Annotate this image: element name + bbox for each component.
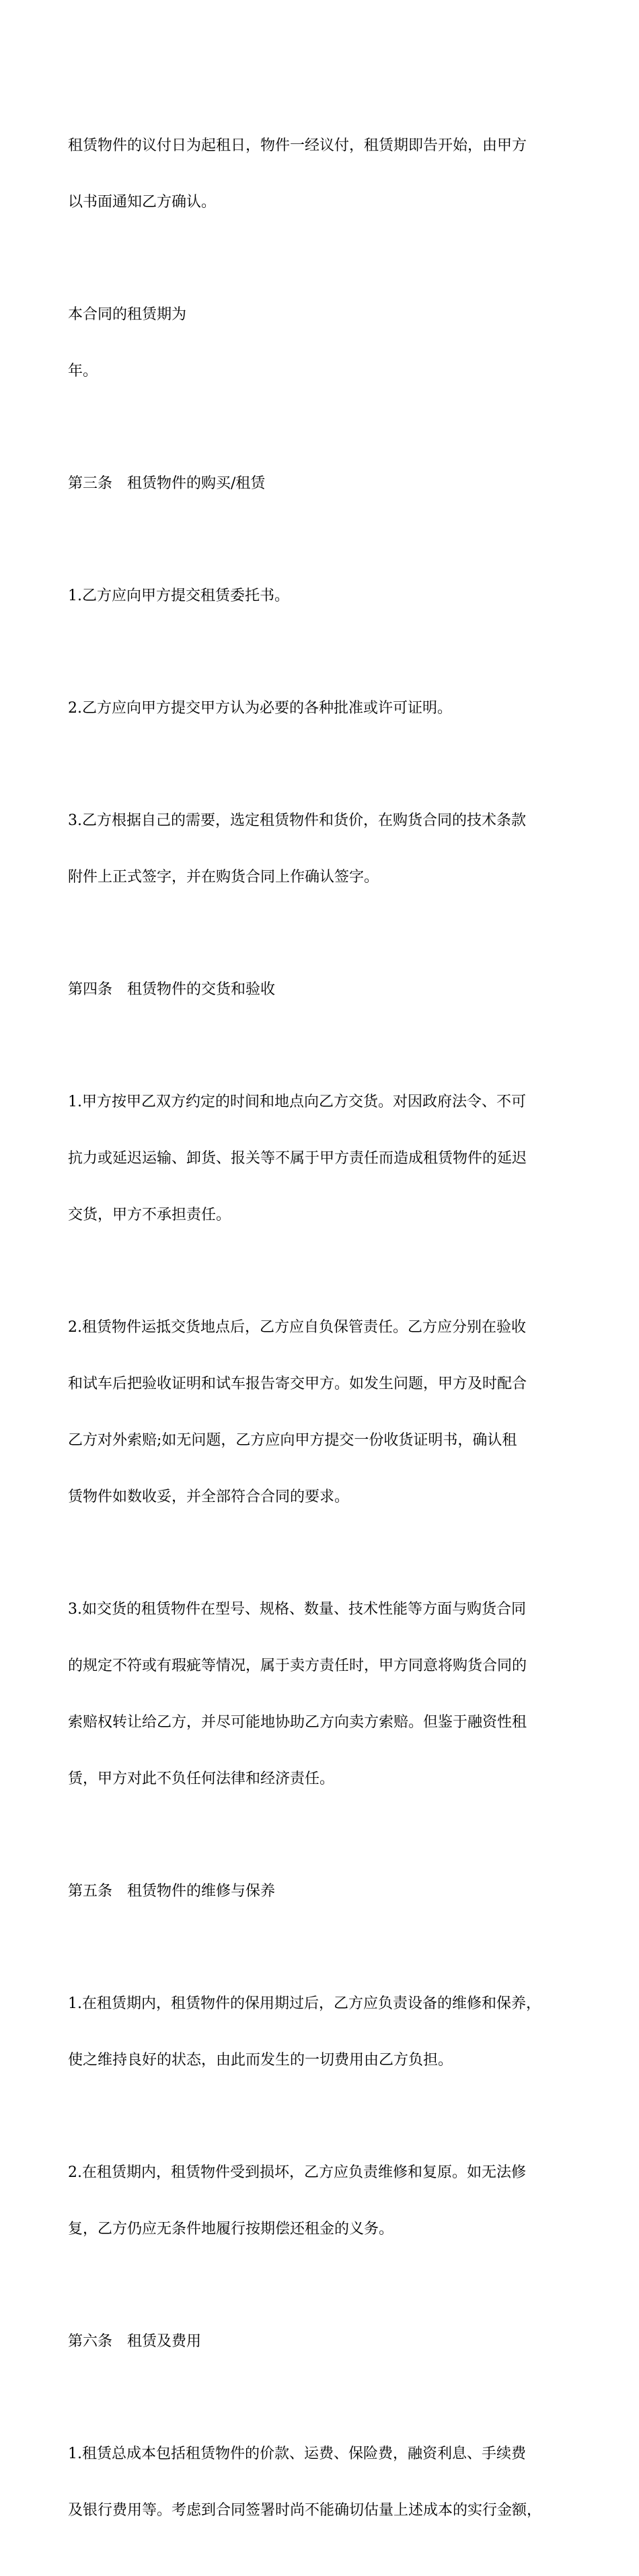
article-3-item-1: [68, 549, 579, 643]
heading-text: 第六条 租赁及费用: [68, 2333, 202, 2350]
text-line: 年。: [68, 363, 98, 380]
heading-text: 第四条 租赁物件的交货和验收: [68, 981, 276, 998]
article-5-heading: [68, 1845, 579, 1939]
text-line: 1.租赁总成本包括租赁物件的价款、运费、保险费，融资利息、手续费: [68, 2445, 526, 2462]
text-line: 抗力或延迟运输、卸货、报关等不属于甲方责任而造成租赁物件的延迟: [68, 1150, 527, 1167]
text-line: 租赁物件的议付日为起租日，物件一经议付，租赁期即告开始，由甲方: [68, 137, 527, 154]
text-line: 3.乙方根据自己的需要，选定租赁物件和货价，在购货合同的技术条款: [68, 812, 526, 829]
article-5-item-1: [68, 1957, 579, 2108]
article-6-item-1: [68, 2407, 579, 2558]
text-line: 本合同的租赁期为: [68, 306, 187, 323]
paragraph-lease-term: [68, 268, 579, 419]
text-line: 2.在租赁期内，租赁物件受到损坏，乙方应负责维修和复原。如无法修: [68, 2164, 526, 2181]
text-line: 使之维持良好的状态，由此而发生的一切费用由乙方负担。: [68, 2052, 453, 2069]
article-4-item-3: [68, 1563, 579, 1826]
heading-text: 第五条 租赁物件的维修与保养: [68, 1883, 276, 1900]
article-3-item-2: [68, 661, 579, 756]
text-line: 赁物件如数收妥，并全部符合合同的要求。: [68, 1489, 350, 1505]
article-4-heading: [68, 943, 579, 1037]
text-line: 索赔权转让给乙方，并尽可能地协助乙方向卖方索赔。但鉴于融资性租: [68, 1714, 527, 1731]
document-page: [68, 99, 579, 2576]
paragraph-lease-start: [68, 99, 579, 250]
article-4-item-1: [68, 1055, 579, 1262]
text-line: 3.如交货的租赁物件在型号、规格、数量、技术性能等方面与购货合同: [68, 1601, 526, 1618]
article-4-item-2: [68, 1281, 579, 1544]
text-line: 及银行费用等。考虑到合同签署时尚不能确切估量上述成本的实行金额，: [68, 2502, 542, 2519]
text-line: 2.租赁物件运抵交货地点后，乙方应自负保管责任。乙方应分别在验收: [68, 1319, 526, 1336]
text-line: 附件上正式签字，并在购货合同上作确认签字。: [68, 869, 379, 886]
text-line: 交货，甲方不承担责任。: [68, 1207, 231, 1223]
text-line: 赁，甲方对此不负任何法律和经济责任。: [68, 1770, 335, 1787]
text-line: 以书面通知乙方确认。: [68, 194, 217, 211]
text-line: 复，乙方仍应无条件地履行按期偿还租金的义务。: [68, 2221, 394, 2238]
text-line: 1.甲方按甲乙双方约定的时间和地点向乙方交货。对因政府法令、不可: [68, 1094, 526, 1110]
text-line: 2.乙方应向甲方提交甲方认为必要的各种批准或许可证明。: [68, 700, 452, 717]
text-line: 的规定不符或有瑕疵等情况，属于卖方责任时，甲方同意将购货合同的: [68, 1657, 527, 1674]
article-5-item-2: [68, 2126, 579, 2277]
text-line: 1.乙方应向甲方提交租赁委托书。: [68, 587, 289, 604]
article-6-heading: [68, 2295, 579, 2389]
article-3-item-3: [68, 774, 579, 925]
text-line: 和试车后把验收证明和试车报告寄交甲方。如发生问题，甲方及时配合: [68, 1375, 527, 1392]
article-3-heading: [68, 437, 579, 531]
text-line: 1.在租赁期内，租赁物件的保用期过后，乙方应负责设备的维修和保养，: [68, 1995, 541, 2012]
text-line: 乙方对外索赔;如无问题，乙方应向甲方提交一份收货证明书，确认租: [68, 1432, 517, 1449]
heading-text: 第三条 租赁物件的购买/租赁: [68, 475, 266, 492]
